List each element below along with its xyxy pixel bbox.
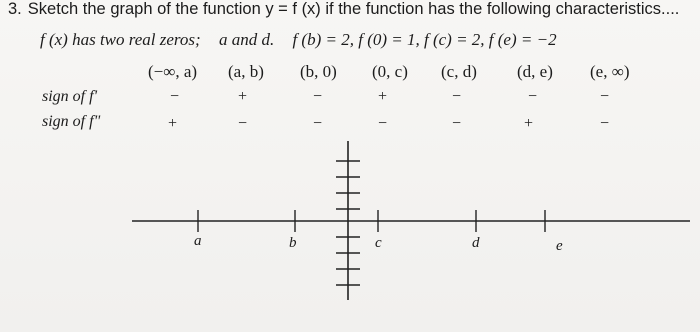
axis-label-a: a [194,233,202,249]
interval-3: (b, 0) [300,62,337,81]
problem-text: Sketch the graph of the function y = f (x) if the function has the following characteristics.... [27,0,680,18]
axis-label-d: d [472,235,480,251]
axis-label-e: e [556,238,563,254]
interval-5: (c, d) [441,62,477,81]
fprime-sign-5: − [452,88,462,105]
fdoubleprime-sign-7: − [600,115,610,132]
zeros-statement: f (x) has two real zeros; [40,30,201,49]
function-values: f (b) = 2, f (0) = 1, f (c) = 2, f (e) = −2 [292,30,557,49]
row-label-first-derivative: sign of f' [42,88,97,105]
row-label-second-derivative: sign of f" [42,113,101,130]
fprime-sign-4: + [378,88,388,105]
fprime-sign-6: − [528,88,538,105]
interval-1: (−∞, a) [148,62,198,81]
fdoubleprime-sign-3: − [313,115,323,132]
interval-2: (a, b) [228,62,264,81]
fdoubleprime-sign-1: + [168,115,178,132]
interval-6: (d, e) [517,62,553,81]
axis-label-c: c [375,235,382,251]
interval-7: (e, ∞) [590,62,630,81]
fprime-sign-1: − [170,88,180,105]
problem-number: 3. [8,0,22,18]
fdoubleprime-sign-4: − [378,115,388,132]
fprime-sign-3: − [313,88,323,105]
fprime-sign-7: − [600,88,610,105]
fdoubleprime-sign-5: − [452,115,462,132]
fdoubleprime-sign-2: − [238,115,248,132]
interval-4: (0, c) [372,62,408,81]
fprime-sign-2: + [238,88,248,105]
zeros-variables: a and d. [218,30,275,49]
axis-label-b: b [289,235,297,251]
fdoubleprime-sign-6: + [524,115,534,132]
